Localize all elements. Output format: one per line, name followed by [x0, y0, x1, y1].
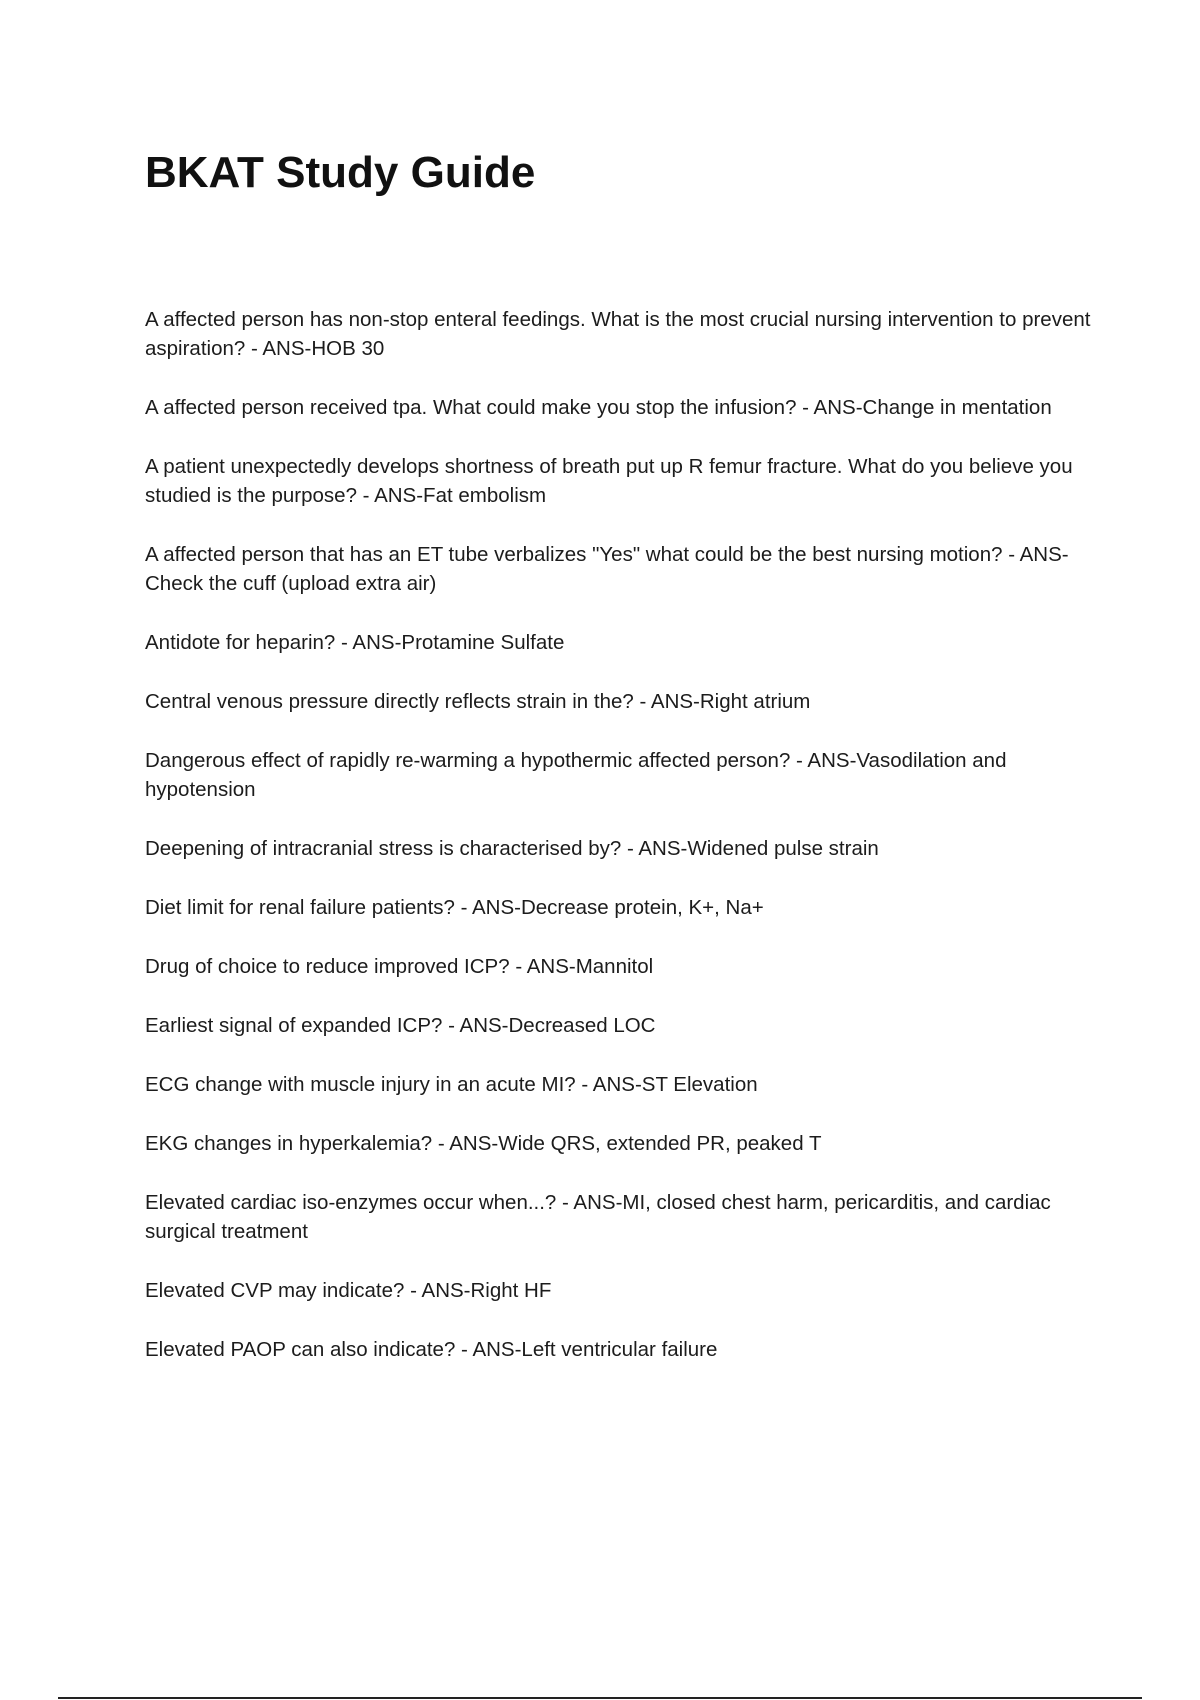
- qa-list: [145, 305, 1095, 1394]
- qa-item: Antidote for heparin? - ANS-Protamine Sulfate: [145, 631, 565, 654]
- qa-item: ECG change with muscle injury in an acute MI? - ANS-ST Elevation: [145, 1073, 758, 1096]
- qa-item: Dangerous effect of rapidly re-warming a hypothermic affected person? - ANS-Vasodilation and hypotension: [145, 749, 1007, 801]
- qa-item: Earliest signal of expanded ICP? - ANS-Decreased LOC: [145, 1014, 656, 1037]
- qa-item: Elevated cardiac iso-enzymes occur when...? - ANS-MI, closed chest harm, pericarditis, and cardiac surgical treatment: [145, 1191, 1051, 1243]
- qa-item: Elevated CVP may indicate? - ANS-Right HF: [145, 1279, 552, 1302]
- qa-item: Central venous pressure directly reflects strain in the? - ANS-Right atrium: [145, 690, 811, 713]
- qa-item: Elevated PAOP can also indicate? - ANS-Left ventricular failure: [145, 1338, 718, 1361]
- qa-item: EKG changes in hyperkalemia? - ANS-Wide QRS, extended PR, peaked T: [145, 1132, 822, 1155]
- qa-item: A affected person has non-stop enteral feedings. What is the most crucial nursing intervention to prevent aspiration? - ANS-HOB 30: [145, 308, 1091, 360]
- page-title: BKAT Study Guide: [145, 148, 536, 197]
- footer-divider: [58, 1697, 1142, 1699]
- qa-item: Drug of choice to reduce improved ICP? - ANS-Mannitol: [145, 955, 654, 978]
- qa-item: Diet limit for renal failure patients? - ANS-Decrease protein, K+, Na+: [145, 896, 764, 919]
- qa-item: A patient unexpectedly develops shortness of breath put up R femur fracture. What do you believe you studied is the purpose? - ANS-Fat embolism: [145, 455, 1073, 507]
- qa-item: A affected person that has an ET tube verbalizes "Yes" what could be the best nursing motion? - ANS-Check the cuff (upload extra air): [145, 543, 1069, 595]
- qa-item: A affected person received tpa. What could make you stop the infusion? - ANS-Change in mentation: [145, 396, 1052, 419]
- qa-item: Deepening of intracranial stress is characterised by? - ANS-Widened pulse strain: [145, 837, 879, 860]
